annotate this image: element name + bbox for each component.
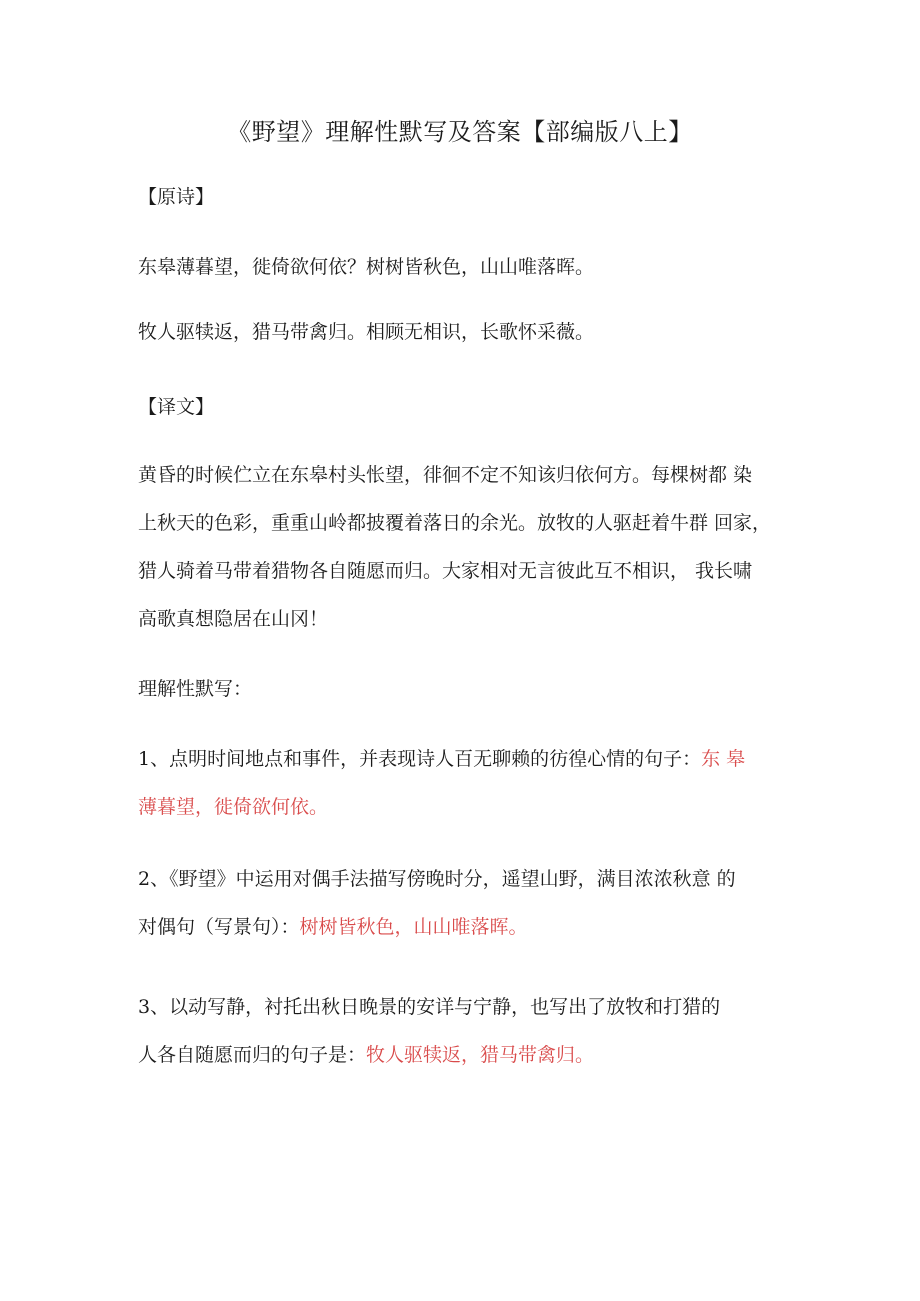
poem-line-2: 牧人驱犊返，猎马带禽归。相顾无相识，长歌怀采薇。 [138,321,595,343]
section-heading-poem: 【原诗】 [138,186,215,208]
poem-line-1: 东皋薄暮望，徙倚欲何依？树树皆秋色，山山唯落晖。 [138,256,595,278]
question-2-text-2: 对偶句（写景句）： [138,916,300,938]
question-2-line-2 [138,912,788,942]
question-3-answer: 牧人驱犊返，猎马带禽归。 [366,1044,595,1066]
question-3-text-2: 人各自随愿而归的句子是： [138,1044,367,1066]
question-1-answer-part-2: 薄暮望，徙倚欲何依。 [138,796,329,818]
question-2-text: 2、《野望》中运用对偶手法描写傍晚时分，遥望山野，满目浓浓秋意 的 [138,868,736,890]
question-1-line-2 [138,792,788,822]
translation-line-4: 高歌真想隐居在山冈！ [138,608,329,630]
section-heading-dictation: 理解性默写： [138,678,253,700]
question-3-text: 3、以动写静，衬托出秋日晚景的安详与宁静，也写出了放牧和打猎的 [138,996,721,1018]
question-1-text: 1、点明时间地点和事件，并表现诗人百无聊赖的彷徨心情的句子： [138,748,702,770]
question-1-answer-part-1: 东 皋 [701,748,746,770]
question-1-line-1 [138,744,788,774]
section-heading-translation: 【译文】 [138,396,215,418]
question-3-line-1 [138,992,788,1022]
translation-line-2: 上秋天的色彩，重重山岭都披覆着落日的余光。放牧的人驱赶着牛群 回家， [138,512,772,534]
question-3-line-2 [138,1040,788,1070]
page-title: 《野望》理解性默写及答案【部编版八上】 [227,118,693,146]
translation-line-1: 黄昏的时候伫立在东皋村头怅望，徘徊不定不知该归依何方。每棵树都 染 [138,464,753,486]
translation-line-3: 猎人骑着马带着猎物各自随愿而归。大家相对无言彼此互不相识， 我长啸 [138,560,753,582]
question-2-line-1 [138,864,788,894]
question-2-answer: 树树皆秋色，山山唯落晖。 [299,916,528,938]
